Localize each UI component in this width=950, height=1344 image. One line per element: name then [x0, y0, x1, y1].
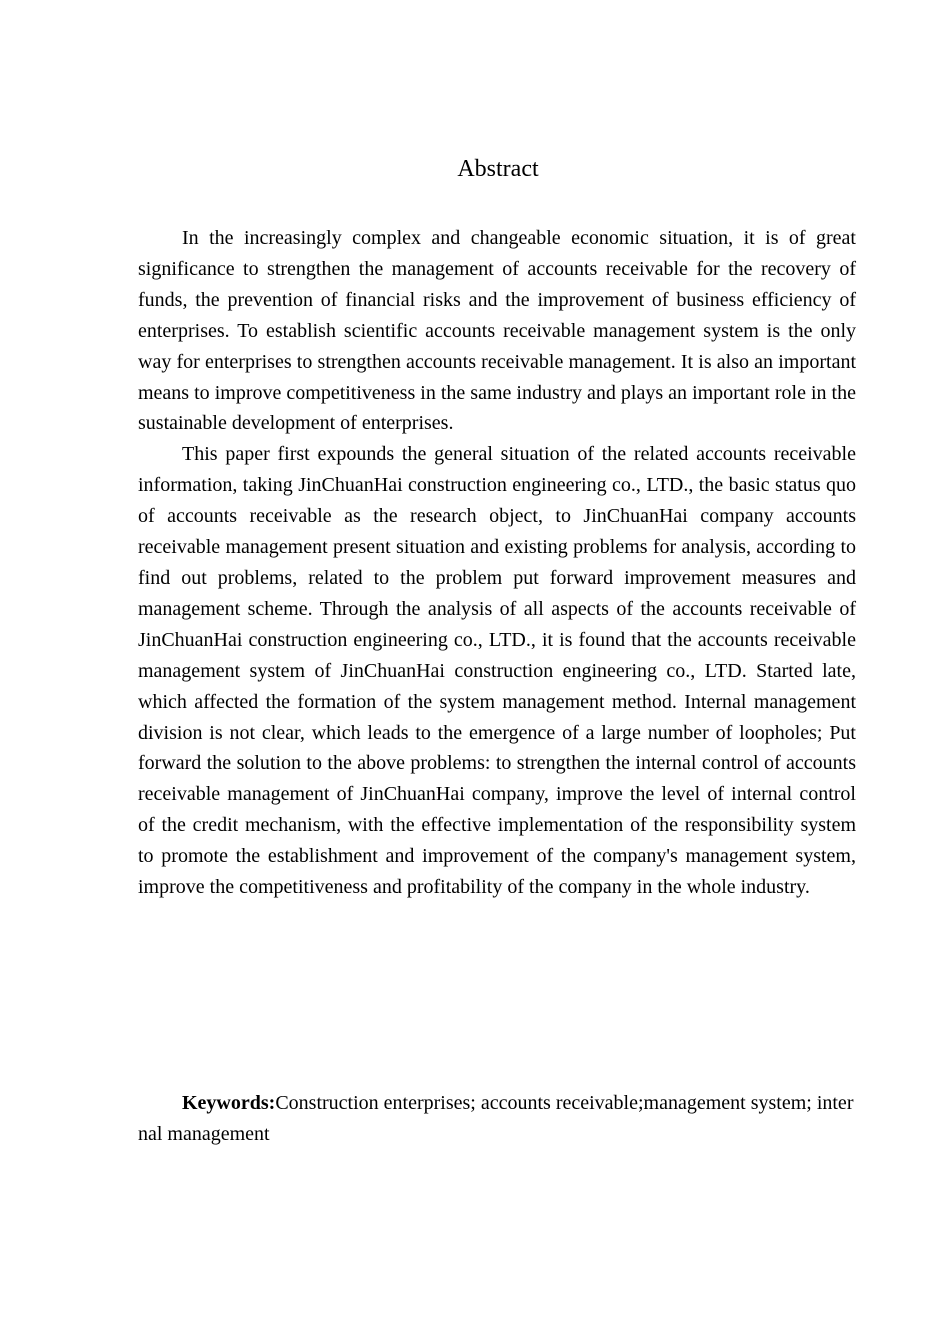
abstract-body — [138, 223, 856, 903]
keywords-text: Construction enterprises; accounts receivable;management system; internal management — [138, 1092, 854, 1145]
page-title: Abstract — [457, 156, 539, 182]
abstract-paragraph-2: This paper first expounds the general situation of the related accounts receivable information, taking JinChuanHai construction engineering co., LTD., the basic status quo of accounts receivable as the research object, to JinChuanHai company accounts receivable management present situation and existing problems for analysis, according to find out problems, related to the problem put forward improvement measures and management scheme. Through the analysis of all aspects of the accounts receivable of JinChuanHai construction engineering co., LTD., it is found that the accounts receivable management system of JinChuanHai construction engineering co., LTD. Started late, which affected the formation of the system management method. Internal management division is not clear, which leads to the emergence of a large number of loopholes; Put forward the solution to the above problems: to strengthen the internal control of accounts receivable management of JinChuanHai company, improve the level of internal control of the credit mechanism, with the effective implementation of the responsibility system to promote the establishment and improvement of the company's management system, improve the competitiveness and profitability of the company in the whole industry. — [138, 443, 856, 899]
keywords-label: Keywords: — [182, 1092, 276, 1114]
keywords-line — [138, 1088, 856, 1150]
abstract-paragraph-1: In the increasingly complex and changeable economic situation, it is of great significance to strengthen the management of accounts receivable for the recovery of funds, the prevention of financial risks and the improvement of business efficiency of enterprises. To establish scientific accounts receivable management system is the only way for enterprises to strengthen accounts receivable management. It is also an important means to improve competitiveness in the same industry and plays an important role in the sustainable development of enterprises. — [138, 227, 856, 435]
